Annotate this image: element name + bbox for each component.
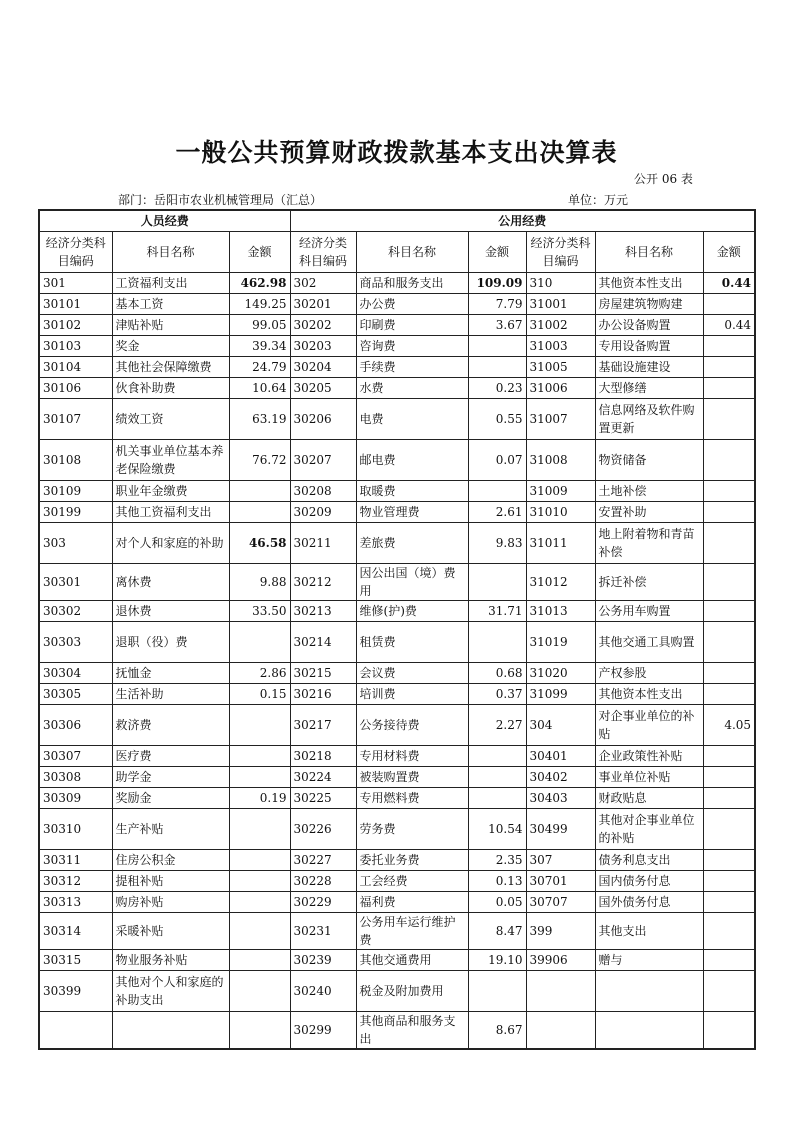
amount-cell: 2.35 xyxy=(468,849,526,870)
name-cell: 办公设备购置 xyxy=(595,314,703,335)
page-title: 一般公共预算财政拨款基本支出决算表 xyxy=(175,138,618,167)
name-cell: 租赁费 xyxy=(356,621,468,662)
table-row xyxy=(39,683,755,704)
name-cell: 助学金 xyxy=(112,766,229,787)
name-cell: 维修(护)费 xyxy=(356,600,468,621)
code-cell: 31019 xyxy=(526,621,595,662)
name-cell: 抚恤金 xyxy=(112,662,229,683)
name-cell: 其他商品和服务支出 xyxy=(356,1011,468,1049)
amount-cell xyxy=(229,891,290,912)
amount-cell: 149.25 xyxy=(229,293,290,314)
code-cell: 30311 xyxy=(39,849,112,870)
amount-cell: 10.64 xyxy=(229,377,290,398)
code-cell: 30104 xyxy=(39,356,112,377)
table-row xyxy=(39,662,755,683)
amount-cell: 0.23 xyxy=(468,377,526,398)
name-cell: 物资储备 xyxy=(595,439,703,480)
amount-cell: 2.61 xyxy=(468,501,526,522)
budget-table xyxy=(38,209,756,1050)
name-cell: 安置补助 xyxy=(595,501,703,522)
name-cell: 取暖费 xyxy=(356,480,468,501)
amount-cell: 0.15 xyxy=(229,683,290,704)
code-cell: 31007 xyxy=(526,398,595,439)
code-cell: 30202 xyxy=(290,314,356,335)
name-cell: 事业单位补贴 xyxy=(595,766,703,787)
amount-cell xyxy=(468,766,526,787)
name-cell: 产权参股 xyxy=(595,662,703,683)
name-cell: 基本工资 xyxy=(112,293,229,314)
name-cell xyxy=(112,1011,229,1049)
name-cell: 生活补助 xyxy=(112,683,229,704)
col-header-code: 经济分类科目编码 xyxy=(526,231,595,272)
code-cell: 30213 xyxy=(290,600,356,621)
name-cell: 债务利息支出 xyxy=(595,849,703,870)
name-cell: 专用材料费 xyxy=(356,745,468,766)
name-cell: 绩效工资 xyxy=(112,398,229,439)
col-header-name: 科目名称 xyxy=(595,231,703,272)
amount-cell: 0.55 xyxy=(468,398,526,439)
table-row xyxy=(39,563,755,600)
name-cell: 国内债务付息 xyxy=(595,870,703,891)
name-cell xyxy=(595,1011,703,1049)
name-cell: 奖励金 xyxy=(112,787,229,808)
table-row xyxy=(39,949,755,970)
amount-cell xyxy=(229,480,290,501)
table-row xyxy=(39,891,755,912)
name-cell: 物业服务补贴 xyxy=(112,949,229,970)
code-cell xyxy=(526,970,595,1011)
code-cell: 30307 xyxy=(39,745,112,766)
amount-cell xyxy=(703,683,755,704)
table-row xyxy=(39,272,755,293)
name-cell xyxy=(595,970,703,1011)
name-cell: 水费 xyxy=(356,377,468,398)
table-row xyxy=(39,766,755,787)
amount-cell: 7.79 xyxy=(468,293,526,314)
form-number: 公开 06 表 xyxy=(634,172,693,186)
code-cell: 30218 xyxy=(290,745,356,766)
name-cell: 工资福利支出 xyxy=(112,272,229,293)
name-cell: 培训费 xyxy=(356,683,468,704)
amount-cell xyxy=(229,949,290,970)
code-cell: 30211 xyxy=(290,522,356,563)
name-cell: 公务用车运行维护费 xyxy=(356,912,468,949)
code-cell: 30302 xyxy=(39,600,112,621)
code-cell: 39906 xyxy=(526,949,595,970)
code-cell: 30229 xyxy=(290,891,356,912)
amount-cell: 0.07 xyxy=(468,439,526,480)
amount-cell xyxy=(703,398,755,439)
name-cell: 购房补贴 xyxy=(112,891,229,912)
amount-cell xyxy=(703,1011,755,1049)
code-cell: 30301 xyxy=(39,563,112,600)
amount-cell xyxy=(229,1011,290,1049)
code-cell: 30399 xyxy=(39,970,112,1011)
table-row xyxy=(39,704,755,745)
code-cell: 30225 xyxy=(290,787,356,808)
name-cell: 其他交通工具购置 xyxy=(595,621,703,662)
code-cell: 30304 xyxy=(39,662,112,683)
table-row xyxy=(39,808,755,849)
code-cell: 301 xyxy=(39,272,112,293)
amount-cell xyxy=(468,480,526,501)
code-cell: 30215 xyxy=(290,662,356,683)
code-cell: 30208 xyxy=(290,480,356,501)
name-cell: 财政贴息 xyxy=(595,787,703,808)
table-row xyxy=(39,787,755,808)
amount-cell: 33.50 xyxy=(229,600,290,621)
name-cell: 其他社会保障缴费 xyxy=(112,356,229,377)
name-cell: 退职（役）费 xyxy=(112,621,229,662)
amount-cell xyxy=(468,621,526,662)
name-cell: 电费 xyxy=(356,398,468,439)
code-cell: 30303 xyxy=(39,621,112,662)
code-cell: 30206 xyxy=(290,398,356,439)
code-cell: 30314 xyxy=(39,912,112,949)
amount-cell: 99.05 xyxy=(229,314,290,335)
col-header-amount: 金额 xyxy=(468,231,526,272)
code-cell: 304 xyxy=(526,704,595,745)
name-cell: 其他资本性支出 xyxy=(595,683,703,704)
amount-cell xyxy=(703,501,755,522)
col-header-code: 经济分类科目编码 xyxy=(290,231,356,272)
amount-cell xyxy=(229,704,290,745)
code-cell: 30217 xyxy=(290,704,356,745)
amount-cell xyxy=(703,335,755,356)
code-cell: 30201 xyxy=(290,293,356,314)
amount-cell: 8.47 xyxy=(468,912,526,949)
name-cell: 手续费 xyxy=(356,356,468,377)
code-cell: 30109 xyxy=(39,480,112,501)
code-cell: 31099 xyxy=(526,683,595,704)
amount-cell: 39.34 xyxy=(229,335,290,356)
name-cell: 职业年金缴费 xyxy=(112,480,229,501)
name-cell: 专用燃料费 xyxy=(356,787,468,808)
code-cell: 310 xyxy=(526,272,595,293)
name-cell: 劳务费 xyxy=(356,808,468,849)
code-cell: 31010 xyxy=(526,501,595,522)
amount-cell xyxy=(229,870,290,891)
name-cell: 地上附着物和青苗补偿 xyxy=(595,522,703,563)
code-cell: 30203 xyxy=(290,335,356,356)
amount-cell xyxy=(468,356,526,377)
name-cell: 邮电费 xyxy=(356,439,468,480)
amount-cell xyxy=(703,600,755,621)
name-cell: 津贴补贴 xyxy=(112,314,229,335)
table-row xyxy=(39,912,755,949)
table-row xyxy=(39,398,755,439)
code-cell: 31005 xyxy=(526,356,595,377)
code-cell: 31002 xyxy=(526,314,595,335)
table-row xyxy=(39,293,755,314)
amount-cell xyxy=(703,522,755,563)
amount-cell xyxy=(229,912,290,949)
name-cell: 奖金 xyxy=(112,335,229,356)
table-row xyxy=(39,849,755,870)
name-cell: 公务接待费 xyxy=(356,704,468,745)
code-cell: 30239 xyxy=(290,949,356,970)
code-cell: 30216 xyxy=(290,683,356,704)
code-cell: 31013 xyxy=(526,600,595,621)
name-cell: 印刷费 xyxy=(356,314,468,335)
amount-cell xyxy=(703,949,755,970)
amount-cell xyxy=(229,745,290,766)
name-cell: 其他支出 xyxy=(595,912,703,949)
code-cell: 30102 xyxy=(39,314,112,335)
code-cell: 302 xyxy=(290,272,356,293)
name-cell: 土地补偿 xyxy=(595,480,703,501)
amount-cell xyxy=(468,335,526,356)
amount-cell xyxy=(703,891,755,912)
code-cell: 31020 xyxy=(526,662,595,683)
name-cell: 咨询费 xyxy=(356,335,468,356)
amount-cell xyxy=(229,970,290,1011)
code-cell: 30205 xyxy=(290,377,356,398)
code-cell: 30401 xyxy=(526,745,595,766)
amount-cell: 63.19 xyxy=(229,398,290,439)
name-cell: 机关事业单位基本养老保险缴费 xyxy=(112,439,229,480)
amount-cell xyxy=(229,808,290,849)
name-cell: 伙食补助费 xyxy=(112,377,229,398)
code-cell: 30106 xyxy=(39,377,112,398)
name-cell: 商品和服务支出 xyxy=(356,272,468,293)
amount-cell xyxy=(468,787,526,808)
name-cell: 其他资本性支出 xyxy=(595,272,703,293)
amount-cell xyxy=(468,563,526,600)
amount-cell: 10.54 xyxy=(468,808,526,849)
name-cell: 企业政策性补贴 xyxy=(595,745,703,766)
name-cell: 委托业务费 xyxy=(356,849,468,870)
name-cell: 生产补贴 xyxy=(112,808,229,849)
amount-cell xyxy=(468,970,526,1011)
amount-cell: 0.44 xyxy=(703,272,755,293)
code-cell: 30306 xyxy=(39,704,112,745)
code-cell: 31003 xyxy=(526,335,595,356)
code-cell: 30108 xyxy=(39,439,112,480)
name-cell: 其他对个人和家庭的补助支出 xyxy=(112,970,229,1011)
personnel-group-header: 人员经费 xyxy=(39,210,290,231)
code-cell: 30315 xyxy=(39,949,112,970)
amount-cell xyxy=(703,912,755,949)
amount-cell: 8.67 xyxy=(468,1011,526,1049)
code-cell: 31008 xyxy=(526,439,595,480)
name-cell: 对个人和家庭的补助 xyxy=(112,522,229,563)
table-row xyxy=(39,522,755,563)
code-cell: 31009 xyxy=(526,480,595,501)
name-cell: 采暖补贴 xyxy=(112,912,229,949)
col-header-amount: 金额 xyxy=(703,231,755,272)
table-row xyxy=(39,621,755,662)
amount-cell: 2.27 xyxy=(468,704,526,745)
code-cell: 30207 xyxy=(290,439,356,480)
code-cell: 30227 xyxy=(290,849,356,870)
amount-cell: 0.19 xyxy=(229,787,290,808)
amount-cell xyxy=(703,849,755,870)
amount-cell: 0.05 xyxy=(468,891,526,912)
code-cell: 30313 xyxy=(39,891,112,912)
amount-cell: 462.98 xyxy=(229,272,290,293)
name-cell: 医疗费 xyxy=(112,745,229,766)
col-header-name: 科目名称 xyxy=(356,231,468,272)
code-cell: 30103 xyxy=(39,335,112,356)
name-cell: 办公费 xyxy=(356,293,468,314)
code-cell: 31011 xyxy=(526,522,595,563)
table-row xyxy=(39,600,755,621)
code-cell: 30240 xyxy=(290,970,356,1011)
code-cell: 30499 xyxy=(526,808,595,849)
amount-cell: 19.10 xyxy=(468,949,526,970)
name-cell: 税金及附加费用 xyxy=(356,970,468,1011)
code-cell: 30308 xyxy=(39,766,112,787)
name-cell: 其他对企事业单位的补贴 xyxy=(595,808,703,849)
amount-cell: 2.86 xyxy=(229,662,290,683)
name-cell: 国外债务付息 xyxy=(595,891,703,912)
col-header-code: 经济分类科目编码 xyxy=(39,231,112,272)
name-cell: 因公出国（境）费用 xyxy=(356,563,468,600)
code-cell: 30309 xyxy=(39,787,112,808)
name-cell: 物业管理费 xyxy=(356,501,468,522)
amount-cell: 0.44 xyxy=(703,314,755,335)
name-cell: 公务用车购置 xyxy=(595,600,703,621)
name-cell: 离休费 xyxy=(112,563,229,600)
table-row xyxy=(39,1011,755,1049)
amount-cell xyxy=(229,849,290,870)
code-cell: 30299 xyxy=(290,1011,356,1049)
amount-cell xyxy=(229,766,290,787)
code-cell: 31001 xyxy=(526,293,595,314)
amount-cell: 46.58 xyxy=(229,522,290,563)
code-cell: 30312 xyxy=(39,870,112,891)
amount-cell: 9.88 xyxy=(229,563,290,600)
amount-cell: 0.37 xyxy=(468,683,526,704)
name-cell: 信息网络及软件购置更新 xyxy=(595,398,703,439)
name-cell: 工会经费 xyxy=(356,870,468,891)
name-cell: 会议费 xyxy=(356,662,468,683)
amount-cell xyxy=(703,621,755,662)
name-cell: 差旅费 xyxy=(356,522,468,563)
code-cell: 30310 xyxy=(39,808,112,849)
amount-cell xyxy=(703,377,755,398)
amount-cell xyxy=(703,439,755,480)
code-cell: 30231 xyxy=(290,912,356,949)
name-cell: 退休费 xyxy=(112,600,229,621)
code-cell: 30403 xyxy=(526,787,595,808)
code-cell: 31006 xyxy=(526,377,595,398)
amount-cell xyxy=(229,501,290,522)
name-cell: 房屋建筑物购建 xyxy=(595,293,703,314)
name-cell: 基础设施建设 xyxy=(595,356,703,377)
code-cell: 399 xyxy=(526,912,595,949)
name-cell: 提租补贴 xyxy=(112,870,229,891)
code-cell: 30228 xyxy=(290,870,356,891)
name-cell: 拆迁补偿 xyxy=(595,563,703,600)
table-row xyxy=(39,356,755,377)
code-cell: 30402 xyxy=(526,766,595,787)
table-row xyxy=(39,335,755,356)
name-cell: 住房公积金 xyxy=(112,849,229,870)
public-group-header: 公用经费 xyxy=(290,210,755,231)
code-cell: 303 xyxy=(39,522,112,563)
name-cell: 大型修缮 xyxy=(595,377,703,398)
name-cell: 赠与 xyxy=(595,949,703,970)
table-row xyxy=(39,970,755,1011)
amount-cell: 3.67 xyxy=(468,314,526,335)
col-header-amount: 金额 xyxy=(229,231,290,272)
amount-cell: 109.09 xyxy=(468,272,526,293)
table-row xyxy=(39,745,755,766)
table-row xyxy=(39,870,755,891)
table-row xyxy=(39,480,755,501)
name-cell: 被装购置费 xyxy=(356,766,468,787)
name-cell: 对企事业单位的补贴 xyxy=(595,704,703,745)
amount-cell: 31.71 xyxy=(468,600,526,621)
amount-cell: 4.05 xyxy=(703,704,755,745)
code-cell: 30305 xyxy=(39,683,112,704)
amount-cell xyxy=(703,766,755,787)
table-row xyxy=(39,439,755,480)
amount-cell: 76.72 xyxy=(229,439,290,480)
code-cell: 30212 xyxy=(290,563,356,600)
code-cell: 307 xyxy=(526,849,595,870)
amount-cell xyxy=(703,808,755,849)
amount-cell xyxy=(468,745,526,766)
amount-cell xyxy=(703,787,755,808)
amount-cell: 0.68 xyxy=(468,662,526,683)
code-cell xyxy=(526,1011,595,1049)
code-cell: 30199 xyxy=(39,501,112,522)
code-cell: 30224 xyxy=(290,766,356,787)
code-cell: 30107 xyxy=(39,398,112,439)
name-cell: 救济费 xyxy=(112,704,229,745)
code-cell: 30226 xyxy=(290,808,356,849)
amount-cell xyxy=(229,621,290,662)
code-cell: 30204 xyxy=(290,356,356,377)
unit-label: 单位：万元 xyxy=(568,193,629,207)
amount-cell xyxy=(703,662,755,683)
code-cell: 30214 xyxy=(290,621,356,662)
amount-cell xyxy=(703,480,755,501)
table-row xyxy=(39,501,755,522)
department-label: 部门：岳阳市农业机械管理局（汇总） xyxy=(118,193,323,207)
code-cell: 30101 xyxy=(39,293,112,314)
amount-cell xyxy=(703,293,755,314)
amount-cell xyxy=(703,356,755,377)
amount-cell: 9.83 xyxy=(468,522,526,563)
name-cell: 福利费 xyxy=(356,891,468,912)
code-cell: 31012 xyxy=(526,563,595,600)
table-row xyxy=(39,377,755,398)
code-cell: 30209 xyxy=(290,501,356,522)
amount-cell: 0.13 xyxy=(468,870,526,891)
name-cell: 其他交通费用 xyxy=(356,949,468,970)
name-cell: 专用设备购置 xyxy=(595,335,703,356)
table-row xyxy=(39,314,755,335)
amount-cell xyxy=(703,563,755,600)
code-cell xyxy=(39,1011,112,1049)
code-cell: 30707 xyxy=(526,891,595,912)
code-cell: 30701 xyxy=(526,870,595,891)
amount-cell xyxy=(703,870,755,891)
amount-cell: 24.79 xyxy=(229,356,290,377)
col-header-name: 科目名称 xyxy=(112,231,229,272)
amount-cell xyxy=(703,745,755,766)
amount-cell xyxy=(703,970,755,1011)
name-cell: 其他工资福利支出 xyxy=(112,501,229,522)
